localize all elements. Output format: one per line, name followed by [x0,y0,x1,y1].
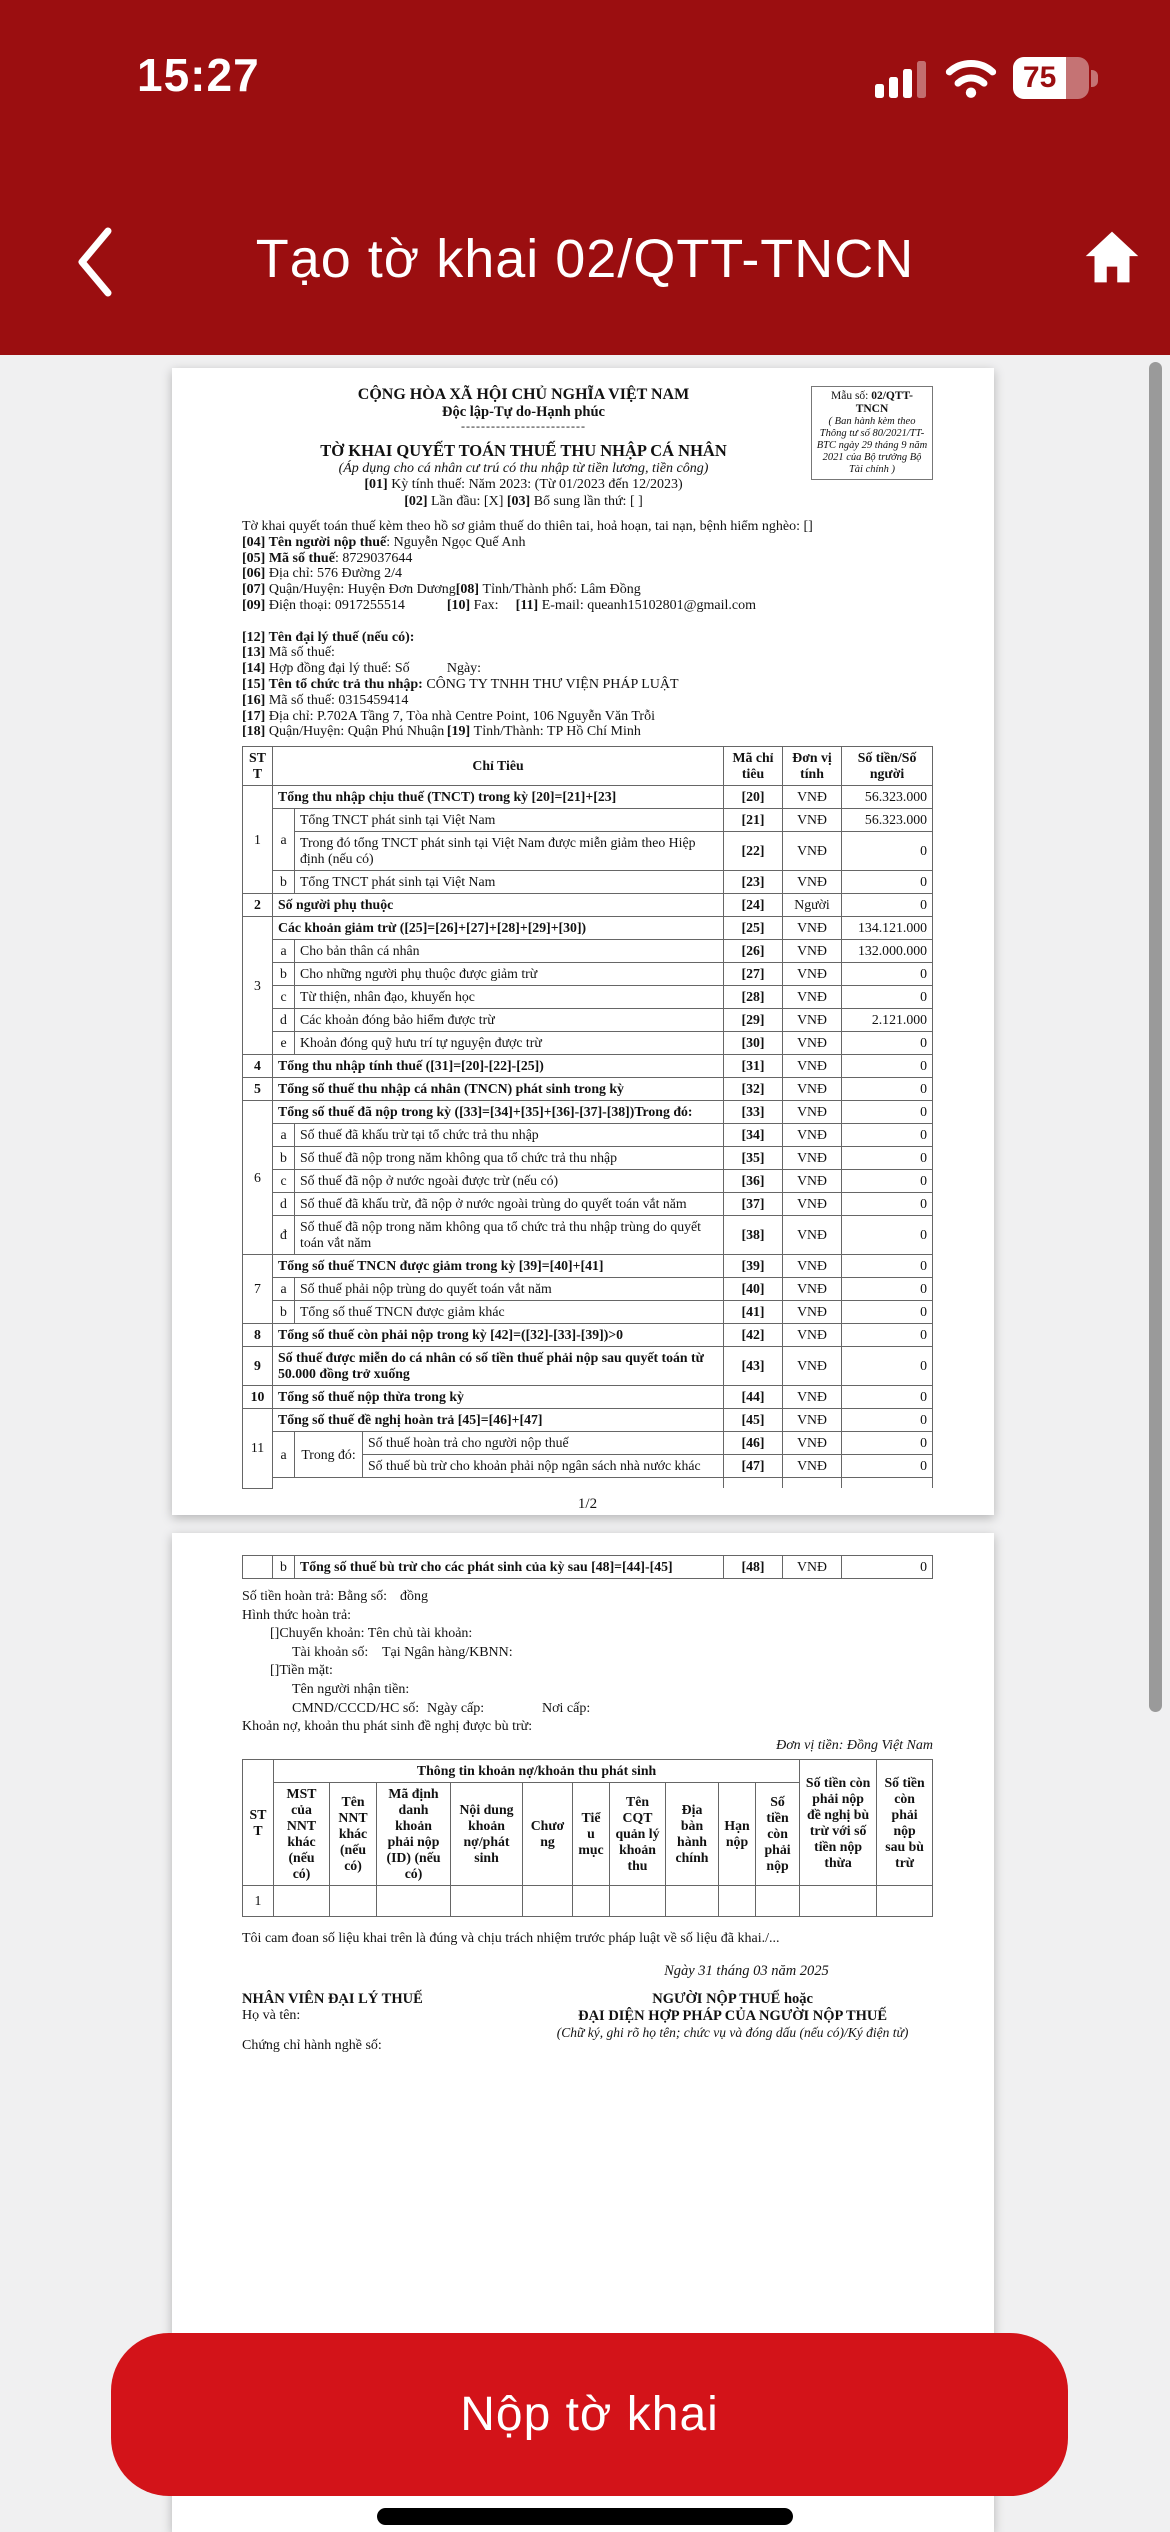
table-cell: VNĐ [783,940,842,963]
form-line: [13] Mã số thuế: [242,645,335,661]
table-cell: [23] [724,871,783,894]
table-cell: VNĐ [783,1386,842,1409]
app-header [0,0,1170,355]
table-cell: 0 [842,1032,933,1055]
wifi-icon [945,58,997,98]
table-cell: [40] [724,1278,783,1301]
page-number: 1/2 [577,1495,598,1512]
table-cell: [41] [724,1301,783,1324]
table-cell: 0 [842,1255,933,1278]
table-cell: Số thuế được miễn do cá nhân có số tiền thuế phải nộp sau quyết toán từ 50.000 đồng trở xuống [273,1347,724,1386]
table-cell: [31] [724,1055,783,1078]
table-cell: VNĐ [783,1556,842,1579]
table-cell: Tổng số thuế bù trừ cho các phát sinh của kỳ sau [48]=[44]-[45] [295,1556,724,1579]
table-cell: 1 [243,786,273,894]
battery-nub [1091,70,1098,87]
table-cell: Tiểu mục [573,1783,610,1886]
table-cell: VNĐ [783,1032,842,1055]
form-line: []Chuyển khoản: Tên chủ tài khoản: [270,1626,473,1642]
table-cell: 0 [842,1078,933,1101]
table-cell: 0 [842,1147,933,1170]
table-cell: [44] [724,1386,783,1409]
table-cell: Tổng số thuế còn phải nộp trong kỳ [42]=([32]-[33]-[39])>0 [273,1324,724,1347]
table-cell: b [273,1147,295,1170]
table-cell: 7 [243,1255,273,1324]
table-cell: 0 [842,1455,933,1478]
table-cell: Tổng TNCT phát sinh tại Việt Nam [295,871,724,894]
table-cell: 0 [842,963,933,986]
table-cell: Tổng số thuế đề nghị hoàn trả [45]=[46]+[47] [273,1409,724,1432]
table-cell: [39] [724,1255,783,1278]
declaration-continuation-table [242,1555,933,1579]
form-line: CMND/CCCD/HC số: Ngày cấp: Nơi cấp: [292,1700,591,1716]
table-cell: VNĐ [783,1147,842,1170]
form-line: [17] Địa chỉ: P.702A Tầng 7, Tòa nhà Centre Point, 106 Nguyễn Văn Trỗi [242,708,655,724]
battery-percent: 75 [1022,61,1057,94]
table-cell [724,1478,783,1489]
table-cell: 5 [243,1078,273,1101]
taxpayer-signature-note: (Chữ ký, ghi rõ họ tên; chức vụ và đóng dấu (nếu có)/Ký điện tử) [556,2025,909,2041]
table-cell: đ [273,1216,295,1255]
document-page-1 [172,368,994,1515]
form-line: [16] Mã số thuế: 0315459414 [242,692,409,708]
table-cell: [29] [724,1009,783,1032]
table-cell: Tổng số thuế TNCN được giảm khác [295,1301,724,1324]
table-cell: Thông tin khoản nợ/khoản thu phát sinh [274,1760,800,1783]
table-cell: 1 [243,1886,274,1917]
table-cell: b [273,1556,295,1579]
submit-declaration-button[interactable]: Nộp tờ khai [111,2333,1068,2496]
table-cell: [21] [724,809,783,832]
table-cell: Số tiền còn phải nộp đề nghị bù trừ với số tiền nộp thừa [800,1760,877,1886]
tax-agent-name-label: Họ và tên: [242,2008,301,2024]
table-cell [573,1886,610,1917]
table-cell: a [273,1124,295,1147]
table-cell: VNĐ [783,1009,842,1032]
table-cell: [22] [724,832,783,871]
form-line: Số tiền hoàn trả: Bằng số: đồng [242,1589,428,1604]
table-cell: 9 [243,1347,273,1386]
table-cell: STT [243,1760,274,1886]
table-cell [273,1478,724,1489]
battery-body [1013,57,1089,99]
status-time: 15:27 [137,49,260,101]
table-cell: STT [243,747,273,786]
table-cell: [43] [724,1347,783,1386]
form-line: [02] Lần đầu: [X] [03] Bổ sung lần thứ: [ ] [404,493,643,509]
table-cell: 6 [243,1101,273,1255]
form-title: TỜ KHAI QUYẾT TOÁN THUẾ THU NHẬP CÁ NHÂN [320,441,727,460]
table-cell: [34] [724,1124,783,1147]
table-cell: Chỉ Tiêu [273,747,724,786]
table-cell: a [273,1432,295,1478]
table-cell [666,1886,719,1917]
table-cell: MST của NNT khác (nếu có) [274,1783,330,1886]
table-cell: 8 [243,1324,273,1347]
table-cell: [25] [724,917,783,940]
table-cell: 0 [842,1409,933,1432]
form-header [242,386,933,510]
table-cell: Tên CQT quản lý khoản thu [610,1783,666,1886]
table-cell: Các khoản giảm trừ ([25]=[26]+[27]+[28]+[29]+[30]) [273,917,724,940]
form-line: []Tiền mặt: [270,1663,333,1679]
table-cell: Tổng số thuế đã nộp trong kỳ ([33]=[34]+[35]+[36]-[37]-[38])Trong đó: [273,1101,724,1124]
table-cell: [48] [724,1556,783,1579]
table-cell: Số thuế đã nộp ở nước ngoài được trừ (nếu có) [295,1170,724,1193]
form-line: [14] Hợp đồng đại lý thuế: Số Ngày: [242,661,482,677]
table-cell: 2 [243,894,273,917]
table-cell: Nội dung khoản nợ/phát sinh [451,1783,523,1886]
table-cell: 56.323.000 [842,809,933,832]
home-button[interactable] [1084,228,1140,286]
form-line: [09] Điện thoại: 0917255514 [10] Fax: [11] E-mail: queanh15102801@gmail.com [242,597,757,613]
table-cell [877,1886,933,1917]
table-cell: Địa bàn hành chính [666,1783,719,1886]
table-cell [842,1478,933,1489]
table-cell: 56.323.000 [842,786,933,809]
table-cell: VNĐ [783,832,842,871]
form-subtitle: (Áp dụng cho cá nhân cư trú có thu nhập từ tiền lương, tiền công) [338,461,709,476]
form-line: [18] Quận/Huyện: Quận Phú Nhuận [19] Tỉnh/Thành: TP Hồ Chí Minh [242,724,641,740]
table-cell: b [273,871,295,894]
table-cell: Số thuế đã khấu trừ tại tổ chức trả thu nhập [295,1124,724,1147]
table-cell: Số thuế đã khấu trừ, đã nộp ở nước ngoài trùng do quyết toán vắt năm [295,1193,724,1216]
table-cell: [26] [724,940,783,963]
table-cell [800,1886,877,1917]
table-cell: [20] [724,786,783,809]
table-cell: 0 [842,1124,933,1147]
form-line: Khoản nợ, khoản thu phát sinh đề nghị được bù trừ: [242,1719,533,1735]
tax-agent-cert-label: Chứng chỉ hành nghề số: [242,2038,382,2054]
table-cell [610,1886,666,1917]
refund-info-lines [242,1588,933,1755]
form-line: Đơn vị tiền: Đồng Việt Nam [776,1737,933,1753]
table-cell: c [273,1170,295,1193]
back-button[interactable] [72,224,118,300]
table-cell: VNĐ [783,1216,842,1255]
table-cell: 0 [842,1432,933,1455]
table-cell [377,1886,451,1917]
debt-info-table [242,1759,933,1917]
table-cell: Cho những người phụ thuộc được giảm trừ [295,963,724,986]
table-cell: 0 [842,1216,933,1255]
table-cell: b [273,963,295,986]
table-cell: 134.121.000 [842,917,933,940]
table-cell: d [273,1193,295,1216]
table-cell: VNĐ [783,1278,842,1301]
table-cell: c [273,986,295,1009]
table-cell: VNĐ [783,1324,842,1347]
table-cell: 0 [842,1278,933,1301]
table-cell: [36] [724,1170,783,1193]
table-cell: 0 [842,1386,933,1409]
table-cell: [30] [724,1032,783,1055]
table-cell: 0 [842,986,933,1009]
table-cell: e [273,1032,295,1055]
table-cell: VNĐ [783,1409,842,1432]
table-cell: Trong đó tổng TNCT phát sinh tại Việt Nam được miễn giảm theo Hiệp định (nếu có) [295,832,724,871]
table-cell: Chương [523,1783,573,1886]
table-cell: Số thuế đã nộp trong năm không qua tổ chức trả thu nhập [295,1147,724,1170]
form-line: Hình thức hoàn trả: [242,1607,352,1623]
form-line: [12] Tên đại lý thuế (nếu có): [242,629,415,645]
taxpayer-title-2: ĐẠI DIỆN HỢP PHÁP CỦA NGƯỜI NỘP THUẾ [578,2008,888,2025]
divider-dashes: ------------------------- [461,419,586,433]
table-cell: [47] [724,1455,783,1478]
table-cell: b [273,1301,295,1324]
independence-motto: Độc lập-Tự do-Hạnh phúc [441,404,605,420]
taxpayer-title-1: NGƯỜI NỘP THUẾ hoặc [652,1991,813,2008]
table-cell: Trong đó: [295,1432,363,1478]
table-cell: 0 [842,832,933,871]
table-cell: 132.000.000 [842,940,933,963]
table-cell: VNĐ [783,1193,842,1216]
table-cell: VNĐ [783,917,842,940]
table-cell: VNĐ [783,1101,842,1124]
table-cell: [46] [724,1432,783,1455]
table-cell: Hạn nộp [719,1783,756,1886]
form-line: [05] Mã số thuế: 8729037644 [242,550,413,566]
declaration-statement: Tôi cam đoan số liệu khai trên là đúng và chịu trách nhiệm trước pháp luật về số liệu đã khai./... [242,1931,780,1947]
table-cell [274,1886,330,1917]
table-cell: [42] [724,1324,783,1347]
cellular-signal-icon [875,58,929,98]
table-cell [243,1556,273,1579]
table-cell: [37] [724,1193,783,1216]
form-line: [06] Địa chỉ: 576 Đường 2/4 [242,566,403,582]
screen-title: Tạo tờ khai 02/QTT-TNCN [255,229,915,289]
table-cell [451,1886,523,1917]
table-cell: Số tiền/Số người [842,747,933,786]
signature-row [242,1991,933,2054]
table-cell: Số thuế đã nộp trong năm không qua tổ chức trả thu nhập trùng do quyết toán vắt năm [295,1216,724,1255]
table-cell: [24] [724,894,783,917]
form-line: [01] Kỳ tính thuế: Năm 2023: (Từ 01/2023 đến 12/2023) [364,477,683,492]
table-cell: Các khoản đóng bảo hiểm được trừ [295,1009,724,1032]
signature-date: Ngày 31 tháng 03 năm 2025 [664,1963,829,1980]
table-cell [523,1886,573,1917]
tax-declaration-table [242,746,933,1489]
table-cell: 0 [842,1301,933,1324]
table-cell: VNĐ [783,1055,842,1078]
table-cell: VNĐ [783,1170,842,1193]
form-line: [04] Tên người nộp thuế: Nguyễn Ngọc Quế Anh [242,534,526,550]
form-line: Tài khoản số: Tại Ngân hàng/KBNN: [292,1644,513,1660]
form-line [242,614,933,630]
table-cell: 4 [243,1055,273,1078]
table-cell: VNĐ [783,871,842,894]
table-cell: 2.121.000 [842,1009,933,1032]
chevron-left-icon [72,224,118,300]
table-cell: Mã chỉ tiêu [724,747,783,786]
table-cell: Số tiền còn phải nộp sau bù trừ [877,1760,933,1886]
table-cell: VNĐ [783,1078,842,1101]
table-cell: 0 [842,871,933,894]
form-line: Tờ khai quyết toán thuế kèm theo hồ sơ giảm thuế do thiên tai, hoả hoạn, tai nạn, bệnh hiểm nghèo: [] [242,519,813,534]
table-cell: Tổng số thuế thu nhập cá nhân (TNCN) phát sinh trong kỳ [273,1078,724,1101]
table-cell: VNĐ [783,809,842,832]
form-line: [07] Quận/Huyện: Huyện Đơn Dương[08] Tỉnh/Thành phố: Lâm Đồng [242,582,641,598]
table-cell: Mã định danh khoản phải nộp (ID) (nếu có) [377,1783,451,1886]
table-cell: 0 [842,1556,933,1579]
table-cell: 0 [842,894,933,917]
table-cell: Số người phụ thuộc [273,894,724,917]
table-cell: 0 [842,1347,933,1386]
table-cell: [28] [724,986,783,1009]
scrollbar-thumb[interactable] [1149,362,1162,1712]
table-cell: Số thuế phải nộp trùng do quyết toán vắt năm [295,1278,724,1301]
table-cell [783,1478,842,1489]
table-cell: 0 [842,1193,933,1216]
table-cell: VNĐ [783,1301,842,1324]
table-cell: Tổng thu nhập chịu thuế (TNCT) trong kỳ [20]=[21]+[23] [273,786,724,809]
table-cell: 0 [842,1055,933,1078]
table-cell: a [273,809,295,871]
table-cell: VNĐ [783,986,842,1009]
table-cell: [32] [724,1078,783,1101]
home-icon [1084,228,1140,286]
table-cell: VNĐ [783,1255,842,1278]
table-cell: Người [783,894,842,917]
home-indicator[interactable] [377,2508,793,2525]
table-cell: a [273,1278,295,1301]
table-cell: VNĐ [783,786,842,809]
table-cell [756,1886,800,1917]
table-cell: Tổng số thuế nộp thừa trong kỳ [273,1386,724,1409]
tax-period-lines [242,477,805,510]
table-cell: Số tiền còn phải nộp [756,1783,800,1886]
form-line: [15] Tên tổ chức trả thu nhập: CÔNG TY TNHH THƯ VIỆN PHÁP LUẬT [242,676,679,692]
table-cell: [33] [724,1101,783,1124]
table-cell: a [273,940,295,963]
table-cell: VNĐ [783,963,842,986]
table-cell [330,1886,377,1917]
table-cell: [38] [724,1216,783,1255]
table-cell: VNĐ [783,1347,842,1386]
table-cell: [27] [724,963,783,986]
table-cell: 3 [243,917,273,1055]
table-cell: 10 [243,1386,273,1409]
table-cell: Tổng số thuế TNCN được giảm trong kỳ [39]=[40]+[41] [273,1255,724,1278]
table-cell: Tổng TNCT phát sinh tại Việt Nam [295,809,724,832]
status-icons [875,52,1098,104]
table-cell: Khoản đóng quỹ hưu trí tự nguyện được trừ [295,1032,724,1055]
table-cell: Cho bản thân cá nhân [295,940,724,963]
taxpayer-info-lines [242,519,933,740]
table-cell: 0 [842,1101,933,1124]
table-cell: d [273,1009,295,1032]
form-number-note: ( Ban hành kèm theo Thông tư số 80/2021/TT-BTC ngày 29 tháng 9 năm 2021 của Bộ trưởng Bộ Tài chính ) [816,416,928,475]
table-cell: Từ thiện, nhân đạo, khuyến học [295,986,724,1009]
table-cell [719,1886,756,1917]
table-cell: VNĐ [783,1124,842,1147]
tax-agent-signature-block [242,1991,532,2054]
table-cell: 0 [842,1170,933,1193]
table-cell: [35] [724,1147,783,1170]
table-cell: VNĐ [783,1432,842,1455]
table-cell: 0 [842,1324,933,1347]
battery-indicator [1013,57,1098,99]
taxpayer-signature-block [532,1991,933,2054]
form-number: Mẫu số: 02/QTT-TNCN [830,390,913,415]
table-cell: VNĐ [783,1455,842,1478]
table-cell: Tên NNT khác (nếu có) [330,1783,377,1886]
form-number-box [811,386,933,480]
national-title: CỘNG HÒA XÃ HỘI CHỦ NGHĨA VIỆT NAM [357,386,690,403]
table-cell: [45] [724,1409,783,1432]
table-cell: Số thuế hoàn trả cho người nộp thuế [363,1432,724,1455]
table-cell: Tổng thu nhập tính thuế ([31]=[20]-[22]-[25]) [273,1055,724,1078]
table-cell: Đơn vị tính [783,747,842,786]
tax-agent-title: NHÂN VIÊN ĐẠI LÝ THUẾ [242,1991,423,2008]
form-line: Tên người nhận tiền: [292,1681,410,1697]
table-cell: 11 [243,1409,273,1489]
table-cell: Số thuế bù trừ cho khoản phải nộp ngân sách nhà nước khác [363,1455,724,1478]
